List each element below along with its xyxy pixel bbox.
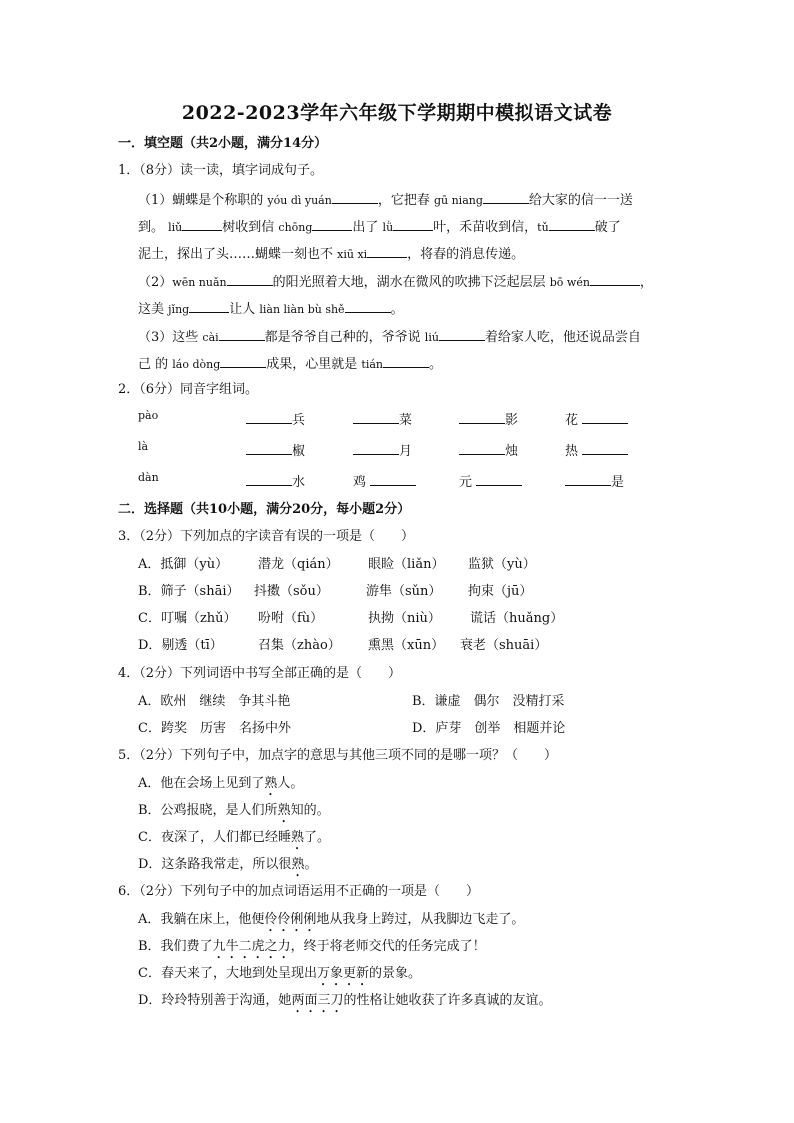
dotted-phrase: 伶伶俐俐 [264, 912, 317, 927]
text: 出了 [352, 220, 383, 235]
option-c[interactable]: C．跨奖 历害 名扬中外 [138, 721, 291, 736]
pinyin: là [138, 440, 149, 453]
text: （1）蝴蝶是个称职的 [138, 193, 268, 208]
answer-blank[interactable] [246, 409, 292, 424]
char: 椒 [292, 444, 306, 459]
char: 月 [399, 444, 413, 459]
dotted-phrase: 万象更新 [316, 966, 369, 981]
pinyin: wēn nuǎn [172, 276, 227, 289]
q3-stem: 3．（2分）下列加点的字读音有误的一项是（ ） [118, 529, 415, 544]
answer-blank[interactable] [246, 471, 292, 486]
text: D．这条路我常走，所以很 [138, 857, 292, 872]
pinyin: pào [138, 409, 159, 422]
char: 花 [565, 413, 579, 428]
dotted-phrase: 九牛二虎之力 [212, 939, 291, 954]
pinyin: liǔ [168, 221, 183, 234]
text: 都是爷爷自己种的，爷爷说 [264, 330, 425, 345]
text: （2） [138, 275, 173, 290]
option-c[interactable] [138, 964, 421, 989]
text: 的阳光照着大地，湖水在微风的吹拂下泛起层层 [272, 275, 550, 290]
option-item: 衰老（shuāi） [460, 638, 548, 653]
option-item: D．剔透（tī） [138, 638, 223, 653]
dotted-char: 熟 [277, 803, 291, 818]
char: 影 [505, 413, 519, 428]
pinyin: gū niang [433, 194, 483, 207]
option-a[interactable] [138, 910, 524, 935]
option-d[interactable] [138, 991, 551, 1016]
option-b[interactable]: B．谦虚 偶尔 没精打采 [412, 694, 565, 709]
answer-blank[interactable] [582, 409, 628, 424]
text: ，它把春 [377, 193, 434, 208]
option-item: 拘束（jū） [468, 584, 533, 599]
q2-stem: 2．（6分）同音字组词。 [118, 382, 259, 397]
option-item: 潜龙（qián） [258, 557, 339, 572]
pinyin: láo dòng [172, 358, 221, 371]
pinyin: cài [202, 331, 219, 344]
text: D．玲玲特别善于沟通，她 [138, 993, 292, 1008]
option-b[interactable] [138, 937, 486, 962]
text: ，将春的消息传递。 [407, 247, 525, 262]
homophone-row [138, 471, 658, 491]
homophone-row [138, 409, 658, 429]
pinyin: xiū xi [337, 248, 368, 261]
answer-blank[interactable] [367, 243, 407, 258]
text: 。 [429, 357, 443, 372]
answer-blank[interactable] [393, 216, 433, 231]
answer-blank[interactable] [312, 216, 352, 231]
char: 元 [459, 475, 473, 490]
answer-blank[interactable] [590, 271, 640, 286]
option-a[interactable] [138, 774, 303, 799]
text: 成果，心里就是 [266, 357, 362, 372]
answer-blank[interactable] [220, 353, 266, 368]
option-item: C．叮嘱（zhǔ） [138, 611, 237, 626]
q1-p1-line1 [138, 189, 633, 211]
text: 的性格让她收获了许多真诚的友谊。 [343, 993, 552, 1008]
text: 树收到信 [222, 220, 279, 235]
text: 让人 [229, 302, 260, 317]
answer-blank[interactable] [345, 298, 391, 313]
text: 知的。 [290, 803, 330, 818]
text: B．我们费了 [138, 939, 213, 954]
section-heading-fill: 一．填空题（共2小题，满分14分） [118, 136, 328, 151]
answer-blank[interactable] [476, 471, 522, 486]
option-item: 抖擞（sǒu） [254, 584, 329, 599]
text: 到。 [138, 220, 169, 235]
text: 这美 [138, 302, 169, 317]
pinyin: tǔ [537, 221, 549, 234]
char: 水 [292, 475, 306, 490]
pinyin: dàn [138, 471, 159, 484]
section-heading-choice: 二．选择题（共10小题，满分20分，每小题2分） [118, 502, 411, 517]
answer-blank[interactable] [332, 189, 378, 204]
answer-blank[interactable] [219, 326, 265, 341]
option-a[interactable]: A．欧州 继续 争其斗艳 [138, 694, 291, 709]
char: 菜 [399, 413, 413, 428]
pinyin: liú [424, 331, 439, 344]
text: 叶，禾苗收到信， [433, 220, 538, 235]
answer-blank[interactable] [370, 471, 416, 486]
q1-p3-line2 [138, 353, 442, 375]
answer-blank[interactable] [353, 409, 399, 424]
text: ，终于将老师交代的任务完成了！ [290, 939, 486, 954]
option-item: 眼睑（liǎn） [368, 557, 445, 572]
answer-blank[interactable] [246, 440, 292, 455]
option-c[interactable] [138, 828, 330, 853]
char: 鸡 [353, 475, 367, 490]
text: 人。 [277, 776, 304, 791]
q1-p1-line3 [138, 243, 524, 265]
answer-blank[interactable] [483, 189, 529, 204]
pinyin: yóu dì yuán [267, 194, 332, 207]
text: C．夜深了，人们都已经睡 [138, 830, 291, 845]
text: 的景象。 [368, 966, 421, 981]
answer-blank[interactable] [565, 471, 611, 486]
pinyin: bō wén [549, 276, 590, 289]
option-d[interactable] [138, 855, 317, 880]
dotted-char: 熟 [290, 830, 304, 845]
pinyin: lǜ [382, 221, 394, 234]
text: A．我躺在床上，他便 [138, 912, 265, 927]
pinyin: liàn liàn bù shě [259, 303, 345, 316]
text: 了。 [303, 830, 330, 845]
q1-p3-line1 [138, 326, 641, 348]
pinyin: jǐng [168, 303, 190, 316]
q4-stem: 4．（2分）下列词语中书写全部正确的是（ ） [118, 666, 402, 681]
q5-stem: 5．（2分）下列句子中，加点字的意思与其他三项不同的是哪一项？（ ） [118, 748, 558, 763]
text: 泥土，探出了头……蝴蝶一刻也不 [138, 247, 338, 262]
pinyin: chōng [278, 221, 313, 234]
char: 烛 [505, 444, 519, 459]
char: 是 [611, 475, 625, 490]
answer-blank[interactable] [383, 353, 429, 368]
option-item: 召集（zhào） [258, 638, 341, 653]
option-item: B．筛子（shāi） [138, 584, 240, 599]
text: ， [639, 275, 653, 290]
option-item: 监狱（yù） [468, 557, 536, 572]
homophone-row [138, 440, 658, 460]
answer-blank[interactable] [459, 440, 505, 455]
pinyin: tián [361, 358, 383, 371]
text: 己 的 [138, 357, 173, 372]
text: 。 [304, 857, 318, 872]
page-title: 2022-2023学年六年级下学期期中模拟语文试卷 [181, 102, 613, 124]
answer-blank[interactable] [227, 271, 273, 286]
answer-blank[interactable] [353, 440, 399, 455]
dotted-char: 熟 [264, 776, 278, 791]
q6-stem: 6．（2分）下列句子中的加点词语运用不正确的一项是（ ） [118, 884, 480, 899]
answer-blank[interactable] [439, 326, 485, 341]
text: C．春天来了，大地到处呈现出 [138, 966, 317, 981]
q1-p2-line2 [138, 298, 404, 320]
answer-blank[interactable] [582, 440, 628, 455]
option-item: A．抵御（yù） [138, 557, 229, 572]
q1-stem: 1．（8分）读一读，填字词成句子。 [118, 163, 324, 178]
text: 破了 [594, 220, 621, 235]
text: A．他在会场上见到了 [138, 776, 265, 791]
q1-p2-line1 [138, 271, 653, 293]
answer-blank[interactable] [459, 409, 505, 424]
text: B．公鸡报晓，是人们所 [138, 803, 278, 818]
option-item: 熏黑（xūn） [368, 638, 445, 653]
text: （3）这些 [138, 330, 203, 345]
text: 地从我身上跨过，从我脚边飞走了。 [316, 912, 525, 927]
text: 。 [390, 302, 404, 317]
answer-blank[interactable] [182, 216, 222, 231]
answer-blank[interactable] [189, 298, 229, 313]
dotted-char: 熟 [291, 857, 305, 872]
option-b[interactable] [138, 801, 330, 826]
char: 兵 [292, 413, 306, 428]
dotted-phrase: 两面三刀 [291, 993, 344, 1008]
option-item: 谎话（huǎng） [470, 611, 564, 626]
char: 热 [565, 444, 579, 459]
q1-p1-line2 [138, 216, 621, 238]
text: 着给家人吃，他还说品尝自 [484, 330, 641, 345]
answer-blank[interactable] [549, 216, 595, 231]
text: 给大家的信一一送 [528, 193, 633, 208]
option-d[interactable]: D．庐芽 创举 相题并论 [412, 721, 566, 736]
option-item: 吩咐（fù） [258, 611, 324, 626]
option-item: 执拗（niù） [368, 611, 441, 626]
option-item: 游隼（sǔn） [366, 584, 442, 599]
